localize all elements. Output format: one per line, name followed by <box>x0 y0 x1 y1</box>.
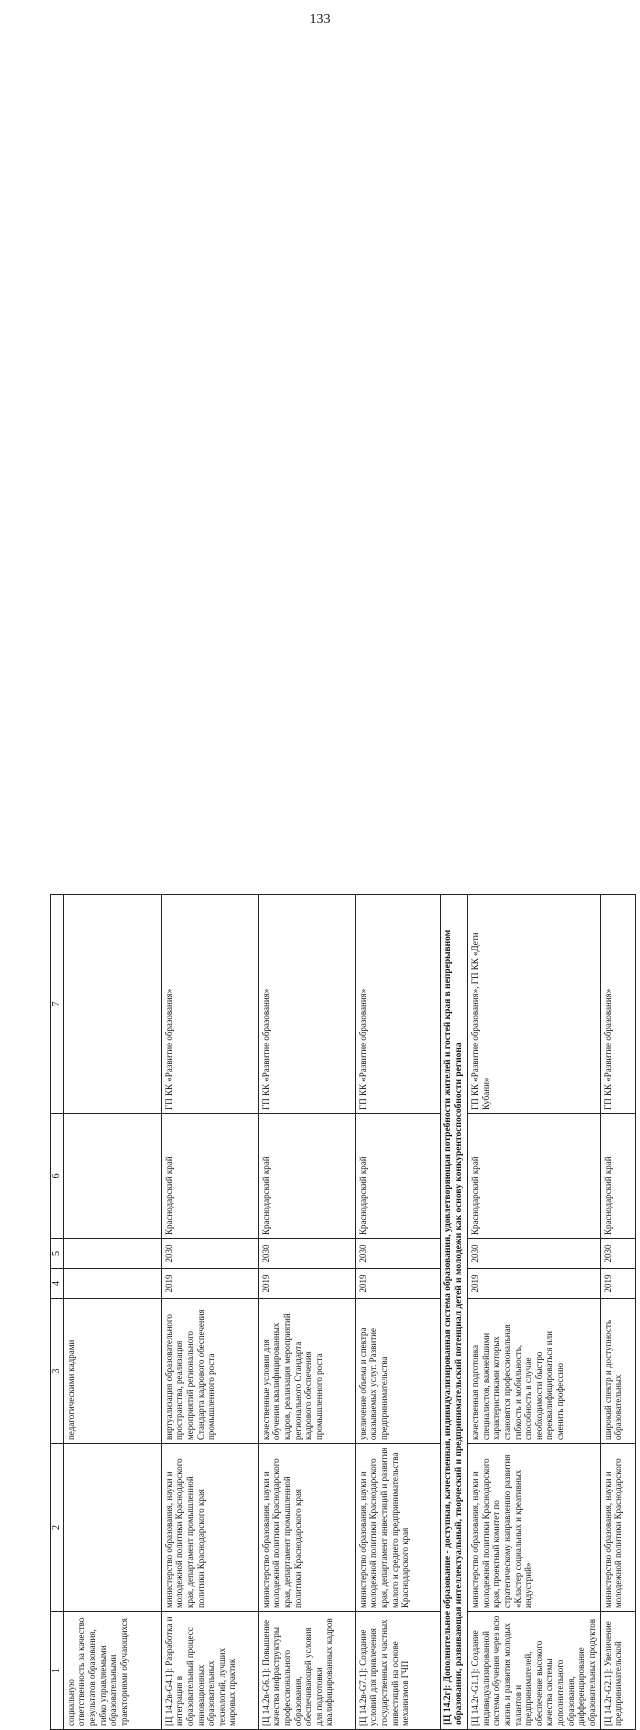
rotated-page-area <box>50 60 624 1726</box>
cell-program <box>63 895 161 1114</box>
cell-goal: [Ц 14.2в-G4.1]: Разработка и интеграция в образовательный процесс инновационных образовательных технологий, лучших мировых практик <box>161 1612 258 1730</box>
cell-start-year: 2019 <box>258 1269 355 1299</box>
cell-program: ГП КК «Развитие образования» <box>600 895 635 1114</box>
rotated-table-container <box>50 895 624 1730</box>
cell-goal: [Ц 14.2г-G2.1]: Увеличение предпринимательской <box>600 1612 635 1730</box>
cell-responsible <box>63 1444 161 1612</box>
table-row <box>258 895 355 1730</box>
cell-end-year: 2030 <box>355 1239 440 1269</box>
header-num-7: 7 <box>51 895 64 1114</box>
cell-end-year: 2030 <box>468 1239 600 1269</box>
cell-start-year: 2019 <box>600 1269 635 1299</box>
strategy-table <box>50 894 636 1730</box>
cell-result: широкий спектр и доступность образовательных <box>600 1299 635 1444</box>
cell-result: увеличение объема и спектра оказываемых услуг. Развитие предпринимательства <box>355 1299 440 1444</box>
cell-result: качественная подготовка специалистов, важнейшими характеристиками которых становятся профессиональная гибкость и мобильность, способность в случае необходимости быстро переквалифицироваться или сменить профессию <box>468 1299 600 1444</box>
cell-start-year <box>63 1269 161 1299</box>
header-num-3: 3 <box>51 1299 64 1444</box>
cell-goal: социальную ответственность за качество результатов образования, гибко управляемыми образовательными траекториями обучающихся <box>63 1612 161 1730</box>
cell-goal: [Ц 14.2в-G6.1]: Повышение качества инфраструктуры профессионального образования, обеспечивающей условия для подготовки квалифицированных кадров <box>258 1612 355 1730</box>
cell-responsible: министерство образования, науки и молодежной политики Краснодарского края, проектный комитет по стратегическому направлению развития «Кластер социальных и креативных индустрий» <box>468 1444 600 1612</box>
cell-responsible: министерство образования, науки и молодежной политики Краснодарского <box>600 1444 635 1612</box>
cell-territory: Краснодарский край <box>600 1114 635 1239</box>
cell-end-year: 2030 <box>600 1239 635 1269</box>
cell-program: ГП КК «Развитие образования», ГП КК «Дети Кубани» <box>468 895 600 1114</box>
cell-program: ГП КК «Развитие образования» <box>258 895 355 1114</box>
cell-responsible: министерство образования, науки и молодежной политики Краснодарского края, департамент промышленной политики Краснодарского края <box>161 1444 258 1612</box>
cell-start-year: 2019 <box>355 1269 440 1299</box>
header-num-5: 5 <box>51 1239 64 1269</box>
table-row <box>600 895 635 1730</box>
table-row <box>468 895 600 1730</box>
cell-territory: Краснодарский край <box>468 1114 600 1239</box>
cell-program: ГП КК «Развитие образования» <box>161 895 258 1114</box>
header-num-2: 2 <box>51 1444 64 1612</box>
cell-end-year <box>63 1239 161 1269</box>
section-heading: [Ц 14.2г]: Дополнительное образование - доступная, качественная, индивидуализированная система образования, удовлетворяющая потребности жителей и гостей края в непрерывном образовании, развивающая интеллектуальный, творческий и предпринимательский потенциал детей и молодежи как основу конкурентоспособности региона <box>440 895 467 1730</box>
page-number: 133 <box>309 12 331 27</box>
table-row <box>161 895 258 1730</box>
cell-start-year: 2019 <box>468 1269 600 1299</box>
header-numbers-row <box>51 895 64 1730</box>
table-row <box>63 895 161 1730</box>
cell-end-year: 2030 <box>258 1239 355 1269</box>
cell-result: качественные условия для обучения квалифицированных кадров, реализация мероприятий регионального Стандарта кадрового обеспечения промышленного роста <box>258 1299 355 1444</box>
cell-start-year: 2019 <box>161 1269 258 1299</box>
cell-program: ГП КК «Развитие образования» <box>355 895 440 1114</box>
header-num-4: 4 <box>51 1269 64 1299</box>
cell-goal: [Ц 14.2г-G1.1]: Создание индивидуализированной системы обучения через всю жизнь и развития молодых талантов и предпринимателей, обеспечение высокого качества системы дополнительного образования, дифференцирование образовательных продуктов <box>468 1612 600 1730</box>
cell-result: виртуализация образовательного пространства, реализация мероприятий регионального Стандарта кадрового обеспечения промышленного роста <box>161 1299 258 1444</box>
cell-goal: [Ц 14.2в-G7.1]: Создание условий для привлечения государственных и частных инвестиций на основе механизмов ГЧП <box>355 1612 440 1730</box>
section-row <box>440 895 467 1730</box>
cell-responsible: министерство образования, науки и молодежной политики Краснодарского края, департамент промышленной политики Краснодарского края <box>258 1444 355 1612</box>
cell-responsible: министерство образования, науки и молодежной политики Краснодарского края, департамент инвестиций и развития малого и среднего предпринимательства Краснодарского края <box>355 1444 440 1612</box>
table-row <box>355 895 440 1730</box>
cell-territory: Краснодарский край <box>355 1114 440 1239</box>
header-num-1: 1 <box>51 1612 64 1730</box>
cell-result: педагогическими кадрами <box>63 1299 161 1444</box>
cell-territory: Краснодарский край <box>258 1114 355 1239</box>
cell-end-year: 2030 <box>161 1239 258 1269</box>
header-num-6: 6 <box>51 1114 64 1239</box>
cell-territory: Краснодарский край <box>161 1114 258 1239</box>
cell-territory <box>63 1114 161 1239</box>
